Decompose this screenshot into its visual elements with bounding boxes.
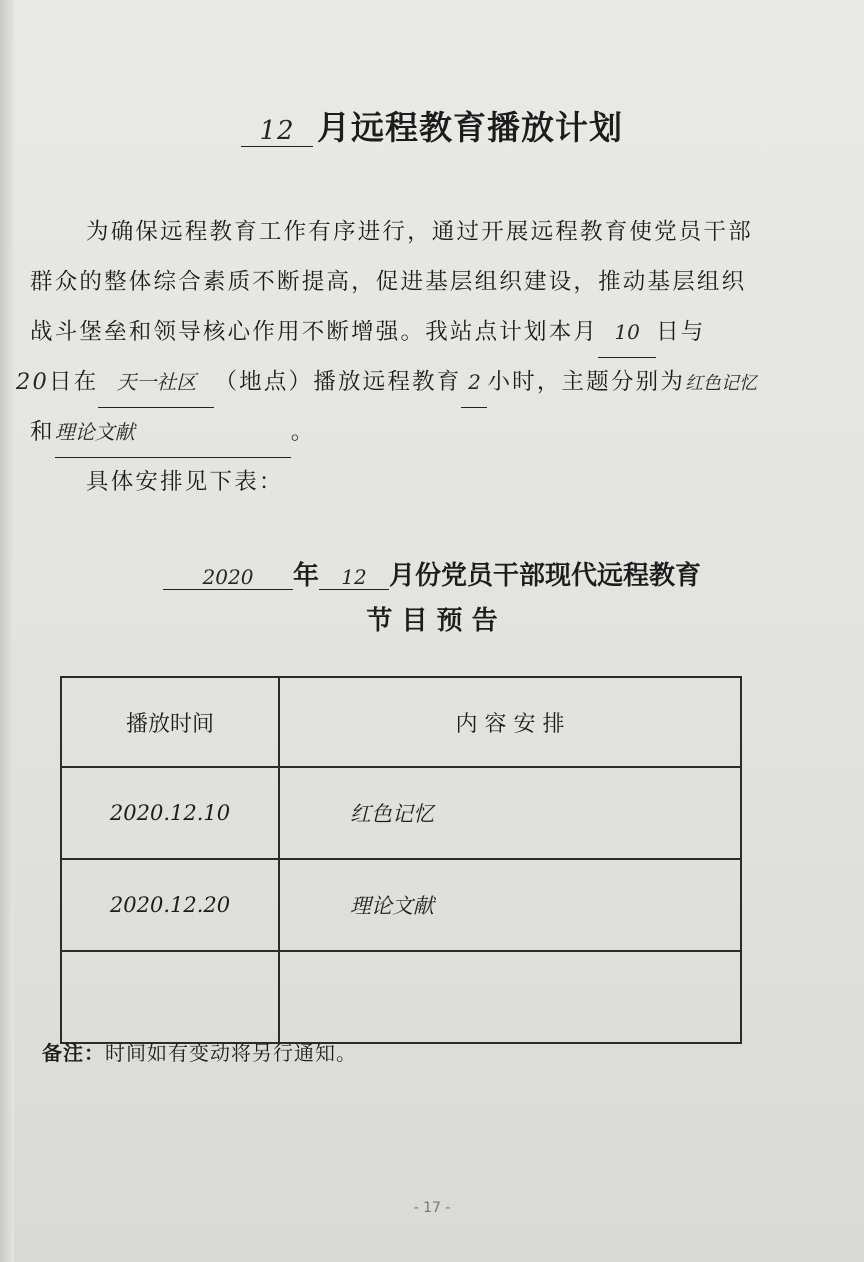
intro-line-3 — [30, 307, 810, 357]
row-3-content — [279, 951, 741, 1043]
intro-line-5 — [30, 407, 810, 457]
intro-line-2: 群众的整体综合素质不断提高，促进基层组织建设，推动基层组织 — [30, 269, 747, 295]
announcement-heading-text: 月份党员干部现代远程教育 — [389, 561, 702, 591]
intro-line-1: 为确保远程教育工作有序进行，通过开展远程教育使党员干部 — [86, 219, 753, 245]
intro-paragraph — [16, 207, 810, 507]
table-header-row — [61, 677, 741, 767]
table-row — [61, 951, 741, 1043]
theme2-handwritten: 理论文献 — [55, 407, 291, 458]
intro-line-4 — [16, 357, 810, 407]
row-2-time: 2020.12.20 — [61, 859, 279, 951]
row-3-time — [61, 951, 279, 1043]
day2-suffix: 日在 — [49, 369, 99, 395]
day1-handwritten: 10 — [598, 307, 656, 358]
arrangement-line: 具体安排见下表： — [86, 469, 284, 495]
table-row — [61, 767, 741, 859]
location-suffix: （地点）播放远程教育 — [214, 369, 462, 395]
location-handwritten: 天一社区 — [98, 357, 214, 408]
title-month-handwritten: 12 — [241, 116, 313, 147]
end-mark: 。 — [290, 419, 316, 445]
note — [42, 1037, 357, 1066]
table-row — [61, 859, 741, 951]
theme1-handwritten: 红色记忆 — [685, 373, 758, 394]
page-title — [0, 102, 864, 149]
announcement-year-handwritten: 2020 — [163, 565, 293, 590]
intro-line-3-text: 战斗堡垒和领导核心作用不断增强。我站点计划本月 — [30, 319, 599, 345]
header-content: 内 容 安 排 — [279, 677, 741, 767]
row-1-time: 2020.12.10 — [61, 767, 279, 859]
title-text: 月远程教育播放计划 — [317, 108, 623, 147]
day1-suffix: 日与 — [656, 319, 706, 345]
announcement-year-word: 年 — [292, 561, 319, 591]
note-text: 时间如有变动将另行通知。 — [105, 1041, 357, 1065]
announcement-subheading: 节 目 预 告 — [366, 606, 498, 636]
page-number: - 17 - — [413, 1200, 451, 1216]
announcement-heading — [0, 555, 864, 592]
announcement-month-handwritten: 12 — [319, 565, 389, 590]
hours-handwritten: 2 — [461, 357, 487, 408]
note-label: 备注： — [42, 1041, 105, 1065]
header-time: 播放时间 — [61, 677, 279, 767]
hours-suffix: 小时，主题分别为 — [487, 369, 686, 395]
row-1-content: 红色记忆 — [279, 767, 741, 859]
day2-handwritten: 20 — [16, 369, 50, 395]
and-word: 和 — [30, 419, 55, 445]
row-2-content: 理论文献 — [279, 859, 741, 951]
schedule-table — [60, 676, 742, 1044]
